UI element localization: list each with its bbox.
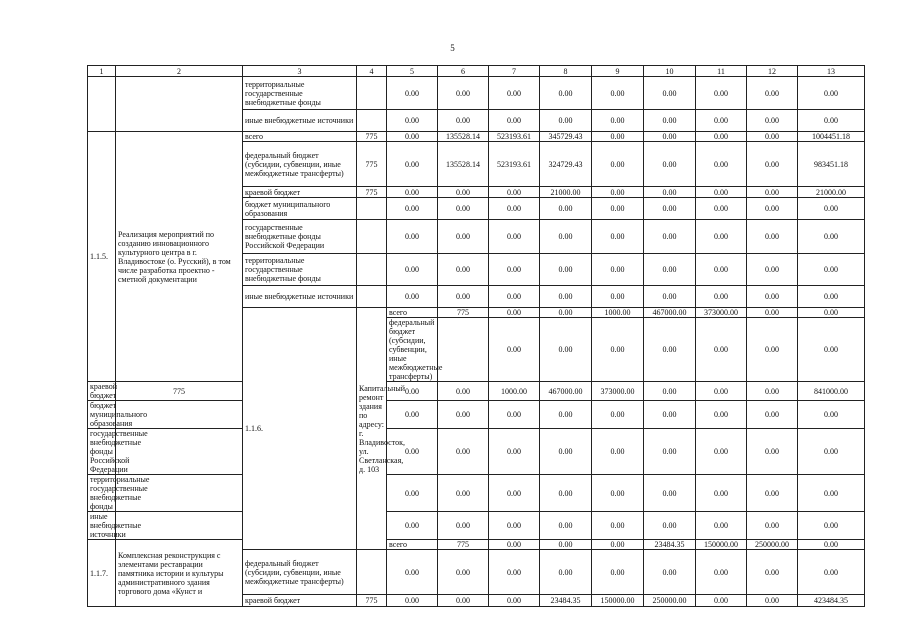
amount-cell: 0.00 (696, 382, 747, 401)
column-number-11: 11 (696, 66, 747, 77)
amount-cell: 0.00 (696, 550, 747, 595)
amount-cell: 0.00 (644, 198, 696, 220)
grbs-code-cell (357, 550, 387, 595)
amount-cell: 0.00 (644, 110, 696, 132)
amount-cell: 0.00 (592, 77, 644, 110)
amount-cell: 0.00 (747, 132, 798, 142)
amount-cell: 135528.14 (438, 132, 489, 142)
grbs-code-cell (357, 254, 387, 286)
column-number-2: 2 (116, 66, 243, 77)
amount-cell: 0.00 (489, 429, 540, 475)
amount-cell: 0.00 (644, 382, 696, 401)
amount-cell: 0.00 (696, 198, 747, 220)
amount-cell: 0.00 (387, 401, 438, 429)
amount-cell: 0.00 (798, 254, 865, 286)
amount-cell: 0.00 (798, 540, 865, 550)
amount-cell: 0.00 (540, 198, 592, 220)
amount-cell: 0.00 (387, 595, 438, 607)
amount-cell: 0.00 (747, 142, 798, 187)
amount-cell: 21000.00 (798, 187, 865, 198)
table-row (88, 132, 865, 142)
table-row (88, 475, 865, 512)
amount-cell: 0.00 (438, 401, 489, 429)
amount-cell: 1000.00 (489, 382, 540, 401)
amount-cell: 0.00 (747, 550, 798, 595)
amount-cell: 0.00 (696, 132, 747, 142)
amount-cell: 0.00 (644, 512, 696, 540)
amount-cell: 0.00 (592, 550, 644, 595)
column-number-13: 13 (798, 66, 865, 77)
column-number-1: 1 (88, 66, 116, 77)
funding-source-cell: бюджет муниципального образования (88, 401, 116, 429)
grbs-code-cell: 775 (357, 187, 387, 198)
amount-cell: 0.00 (592, 198, 644, 220)
amount-cell: 0.00 (747, 308, 798, 318)
amount-cell: 0.00 (438, 110, 489, 132)
amount-cell: 0.00 (696, 110, 747, 132)
table-row (88, 429, 865, 475)
funding-source-cell: всего (243, 132, 357, 142)
amount-cell: 0.00 (747, 77, 798, 110)
amount-cell: 0.00 (489, 198, 540, 220)
amount-cell: 983451.18 (798, 142, 865, 187)
amount-cell: 0.00 (696, 475, 747, 512)
funding-source-cell: государственные внебюджетные фонды Российской Федерации (88, 429, 116, 475)
amount-cell: 0.00 (438, 220, 489, 254)
amount-cell: 21000.00 (540, 187, 592, 198)
amount-cell: 0.00 (644, 318, 696, 382)
amount-cell: 0.00 (387, 198, 438, 220)
amount-cell: 0.00 (592, 110, 644, 132)
amount-cell: 0.00 (644, 187, 696, 198)
amount-cell: 0.00 (489, 512, 540, 540)
column-number-8: 8 (540, 66, 592, 77)
amount-cell: 373000.00 (696, 308, 747, 318)
amount-cell: 0.00 (798, 220, 865, 254)
amount-cell: 0.00 (540, 77, 592, 110)
grbs-code-cell: 775 (357, 142, 387, 187)
item-code-cell (88, 77, 116, 132)
amount-cell: 23484.35 (644, 540, 696, 550)
amount-cell: 0.00 (644, 401, 696, 429)
funding-source-cell: территориальные государственные внебюджетные фонды (88, 475, 116, 512)
amount-cell: 0.00 (696, 142, 747, 187)
grbs-code-cell (357, 110, 387, 132)
amount-cell: 150000.00 (592, 595, 644, 607)
amount-cell: 0.00 (387, 220, 438, 254)
amount-cell: 0.00 (798, 475, 865, 512)
amount-cell: 0.00 (644, 254, 696, 286)
amount-cell: 0.00 (696, 187, 747, 198)
amount-cell: 0.00 (747, 187, 798, 198)
item-name-cell: Реализация мероприятий по созданию инновационного культурного центра в г. Владивостоке (о. Русский), в том числе разработка проектно - сметной документации (116, 132, 243, 382)
amount-cell: 0.00 (798, 429, 865, 475)
amount-cell: 0.00 (489, 286, 540, 308)
amount-cell: 0.00 (387, 382, 438, 401)
amount-cell: 0.00 (489, 540, 540, 550)
amount-cell: 0.00 (592, 429, 644, 475)
amount-cell: 0.00 (696, 77, 747, 110)
amount-cell: 0.00 (387, 77, 438, 110)
amount-cell: 0.00 (540, 512, 592, 540)
page-number: 5 (450, 43, 455, 53)
amount-cell: 0.00 (438, 254, 489, 286)
amount-cell: 0.00 (540, 550, 592, 595)
funding-source-cell: федеральный бюджет (субсидии, субвенции, иные межбюджетные трансферты) (243, 142, 357, 187)
amount-cell: 0.00 (438, 512, 489, 540)
amount-cell: 0.00 (798, 286, 865, 308)
amount-cell: 0.00 (798, 550, 865, 595)
funding-source-cell: иные внебюджетные источники (243, 110, 357, 132)
amount-cell: 0.00 (696, 429, 747, 475)
amount-cell: 0.00 (540, 110, 592, 132)
amount-cell: 0.00 (747, 512, 798, 540)
amount-cell: 0.00 (747, 286, 798, 308)
amount-cell: 0.00 (747, 595, 798, 607)
amount-cell: 0.00 (798, 318, 865, 382)
amount-cell: 0.00 (798, 512, 865, 540)
amount-cell: 0.00 (387, 187, 438, 198)
amount-cell: 0.00 (747, 318, 798, 382)
amount-cell: 0.00 (696, 318, 747, 382)
amount-cell: 0.00 (489, 187, 540, 198)
grbs-code-cell: 775 (438, 540, 489, 550)
amount-cell: 0.00 (489, 220, 540, 254)
amount-cell: 23484.35 (540, 595, 592, 607)
funding-source-cell: всего (387, 308, 438, 318)
amount-cell: 0.00 (592, 132, 644, 142)
amount-cell: 0.00 (438, 595, 489, 607)
amount-cell: 345729.43 (540, 132, 592, 142)
amount-cell: 1000.00 (592, 308, 644, 318)
amount-cell: 0.00 (798, 110, 865, 132)
column-number-5: 5 (387, 66, 438, 77)
table-row (88, 540, 865, 550)
table-row (88, 401, 865, 429)
amount-cell: 0.00 (540, 401, 592, 429)
amount-cell: 0.00 (489, 550, 540, 595)
funding-source-cell: иные внебюджетные источники (88, 512, 116, 540)
funding-source-cell: иные внебюджетные источники (243, 286, 357, 308)
funding-source-cell: краевой бюджет (243, 187, 357, 198)
grbs-code-cell (357, 77, 387, 110)
amount-cell: 0.00 (387, 475, 438, 512)
grbs-code-cell: 775 (116, 382, 243, 401)
amount-cell: 0.00 (540, 308, 592, 318)
column-number-row (88, 66, 865, 77)
table-row (88, 77, 865, 110)
amount-cell: 0.00 (489, 77, 540, 110)
amount-cell: 250000.00 (747, 540, 798, 550)
amount-cell: 0.00 (387, 254, 438, 286)
amount-cell: 0.00 (592, 512, 644, 540)
amount-cell: 423484.35 (798, 595, 865, 607)
amount-cell: 0.00 (644, 77, 696, 110)
amount-cell: 324729.43 (540, 142, 592, 187)
amount-cell: 0.00 (644, 286, 696, 308)
item-name-cell: Капитальный ремонт здания по адресу: г. Владивосток, ул. Светланская, д. 103 (357, 308, 387, 550)
table-row (88, 512, 865, 540)
amount-cell: 0.00 (387, 142, 438, 187)
amount-cell: 0.00 (696, 254, 747, 286)
amount-cell: 0.00 (489, 595, 540, 607)
amount-cell: 0.00 (438, 77, 489, 110)
item-code-cell: 1.1.5. (88, 132, 116, 382)
funding-source-cell: территориальные государственные внебюджетные фонды (243, 77, 357, 110)
grbs-code-cell (438, 318, 489, 382)
amount-cell: 0.00 (438, 187, 489, 198)
column-number-4: 4 (357, 66, 387, 77)
amount-cell: 0.00 (489, 475, 540, 512)
funding-source-cell: краевой бюджет (88, 382, 116, 401)
amount-cell: 0.00 (438, 382, 489, 401)
column-number-3: 3 (243, 66, 357, 77)
amount-cell: 0.00 (387, 429, 438, 475)
amount-cell: 0.00 (592, 254, 644, 286)
amount-cell: 0.00 (592, 475, 644, 512)
column-number-6: 6 (438, 66, 489, 77)
amount-cell: 0.00 (592, 220, 644, 254)
amount-cell: 0.00 (798, 77, 865, 110)
amount-cell: 0.00 (696, 286, 747, 308)
amount-cell: 0.00 (540, 475, 592, 512)
grbs-code-cell (357, 220, 387, 254)
item-code-cell: 1.1.7. (88, 540, 116, 607)
funding-source-cell: краевой бюджет (243, 595, 357, 607)
item-code-cell: 1.1.6. (243, 308, 357, 550)
funding-source-cell: территориальные государственные внебюджетные фонды (243, 254, 357, 286)
amount-cell: 0.00 (387, 286, 438, 308)
amount-cell: 467000.00 (540, 382, 592, 401)
grbs-code-cell (357, 198, 387, 220)
amount-cell: 0.00 (644, 142, 696, 187)
amount-cell: 0.00 (592, 540, 644, 550)
grbs-code-cell: 775 (357, 595, 387, 607)
amount-cell: 0.00 (798, 198, 865, 220)
amount-cell: 0.00 (592, 286, 644, 308)
amount-cell: 0.00 (644, 550, 696, 595)
amount-cell: 0.00 (489, 401, 540, 429)
amount-cell: 135528.14 (438, 142, 489, 187)
amount-cell: 0.00 (438, 429, 489, 475)
amount-cell: 0.00 (540, 429, 592, 475)
budget-table (87, 65, 865, 607)
amount-cell: 0.00 (798, 308, 865, 318)
amount-cell: 523193.61 (489, 142, 540, 187)
funding-source-cell: федеральный бюджет (субсидии, субвенции, иные межбюджетные трансферты) (243, 550, 357, 595)
amount-cell: 0.00 (747, 198, 798, 220)
amount-cell: 0.00 (644, 220, 696, 254)
amount-cell: 0.00 (592, 318, 644, 382)
amount-cell: 0.00 (644, 132, 696, 142)
amount-cell: 0.00 (747, 220, 798, 254)
amount-cell: 0.00 (438, 286, 489, 308)
amount-cell: 467000.00 (644, 308, 696, 318)
funding-source-cell: бюджет муниципального образования (243, 198, 357, 220)
amount-cell: 0.00 (747, 401, 798, 429)
amount-cell: 0.00 (696, 220, 747, 254)
amount-cell: 0.00 (747, 254, 798, 286)
amount-cell: 0.00 (489, 254, 540, 286)
grbs-code-cell (357, 286, 387, 308)
amount-cell: 373000.00 (592, 382, 644, 401)
amount-cell: 0.00 (747, 429, 798, 475)
amount-cell: 0.00 (387, 550, 438, 595)
amount-cell: 0.00 (798, 401, 865, 429)
amount-cell: 0.00 (592, 187, 644, 198)
amount-cell: 0.00 (387, 132, 438, 142)
amount-cell: 0.00 (540, 254, 592, 286)
amount-cell: 0.00 (696, 401, 747, 429)
amount-cell: 0.00 (540, 220, 592, 254)
item-name-cell: Комплексная реконструкция с элементами реставрации памятника истории и культуры административного здания торгового дома «Кунст и (116, 540, 243, 607)
amount-cell: 0.00 (387, 512, 438, 540)
funding-source-cell: государственные внебюджетные фонды Российской Федерации (243, 220, 357, 254)
amount-cell: 523193.61 (489, 132, 540, 142)
table-row (88, 382, 865, 401)
amount-cell: 0.00 (438, 475, 489, 512)
amount-cell: 0.00 (747, 382, 798, 401)
item-name-cell (116, 77, 243, 132)
column-number-12: 12 (747, 66, 798, 77)
column-number-9: 9 (592, 66, 644, 77)
amount-cell: 0.00 (489, 110, 540, 132)
amount-cell: 0.00 (592, 401, 644, 429)
funding-source-cell: федеральный бюджет (субсидии, субвенции, иные межбюджетные трансферты) (387, 318, 438, 382)
amount-cell: 0.00 (489, 308, 540, 318)
amount-cell: 0.00 (489, 318, 540, 382)
column-number-10: 10 (644, 66, 696, 77)
amount-cell: 150000.00 (696, 540, 747, 550)
amount-cell: 1004451.18 (798, 132, 865, 142)
amount-cell: 250000.00 (644, 595, 696, 607)
amount-cell: 0.00 (540, 318, 592, 382)
amount-cell: 0.00 (696, 512, 747, 540)
column-number-7: 7 (489, 66, 540, 77)
amount-cell: 0.00 (592, 142, 644, 187)
amount-cell: 841000.00 (798, 382, 865, 401)
amount-cell: 0.00 (644, 429, 696, 475)
amount-cell: 0.00 (438, 550, 489, 595)
grbs-code-cell: 775 (438, 308, 489, 318)
amount-cell: 0.00 (540, 540, 592, 550)
grbs-code-cell: 775 (357, 132, 387, 142)
amount-cell: 0.00 (387, 110, 438, 132)
amount-cell: 0.00 (438, 198, 489, 220)
amount-cell: 0.00 (644, 475, 696, 512)
amount-cell: 0.00 (540, 286, 592, 308)
amount-cell: 0.00 (696, 595, 747, 607)
amount-cell: 0.00 (747, 110, 798, 132)
amount-cell: 0.00 (747, 475, 798, 512)
funding-source-cell: всего (387, 540, 438, 550)
